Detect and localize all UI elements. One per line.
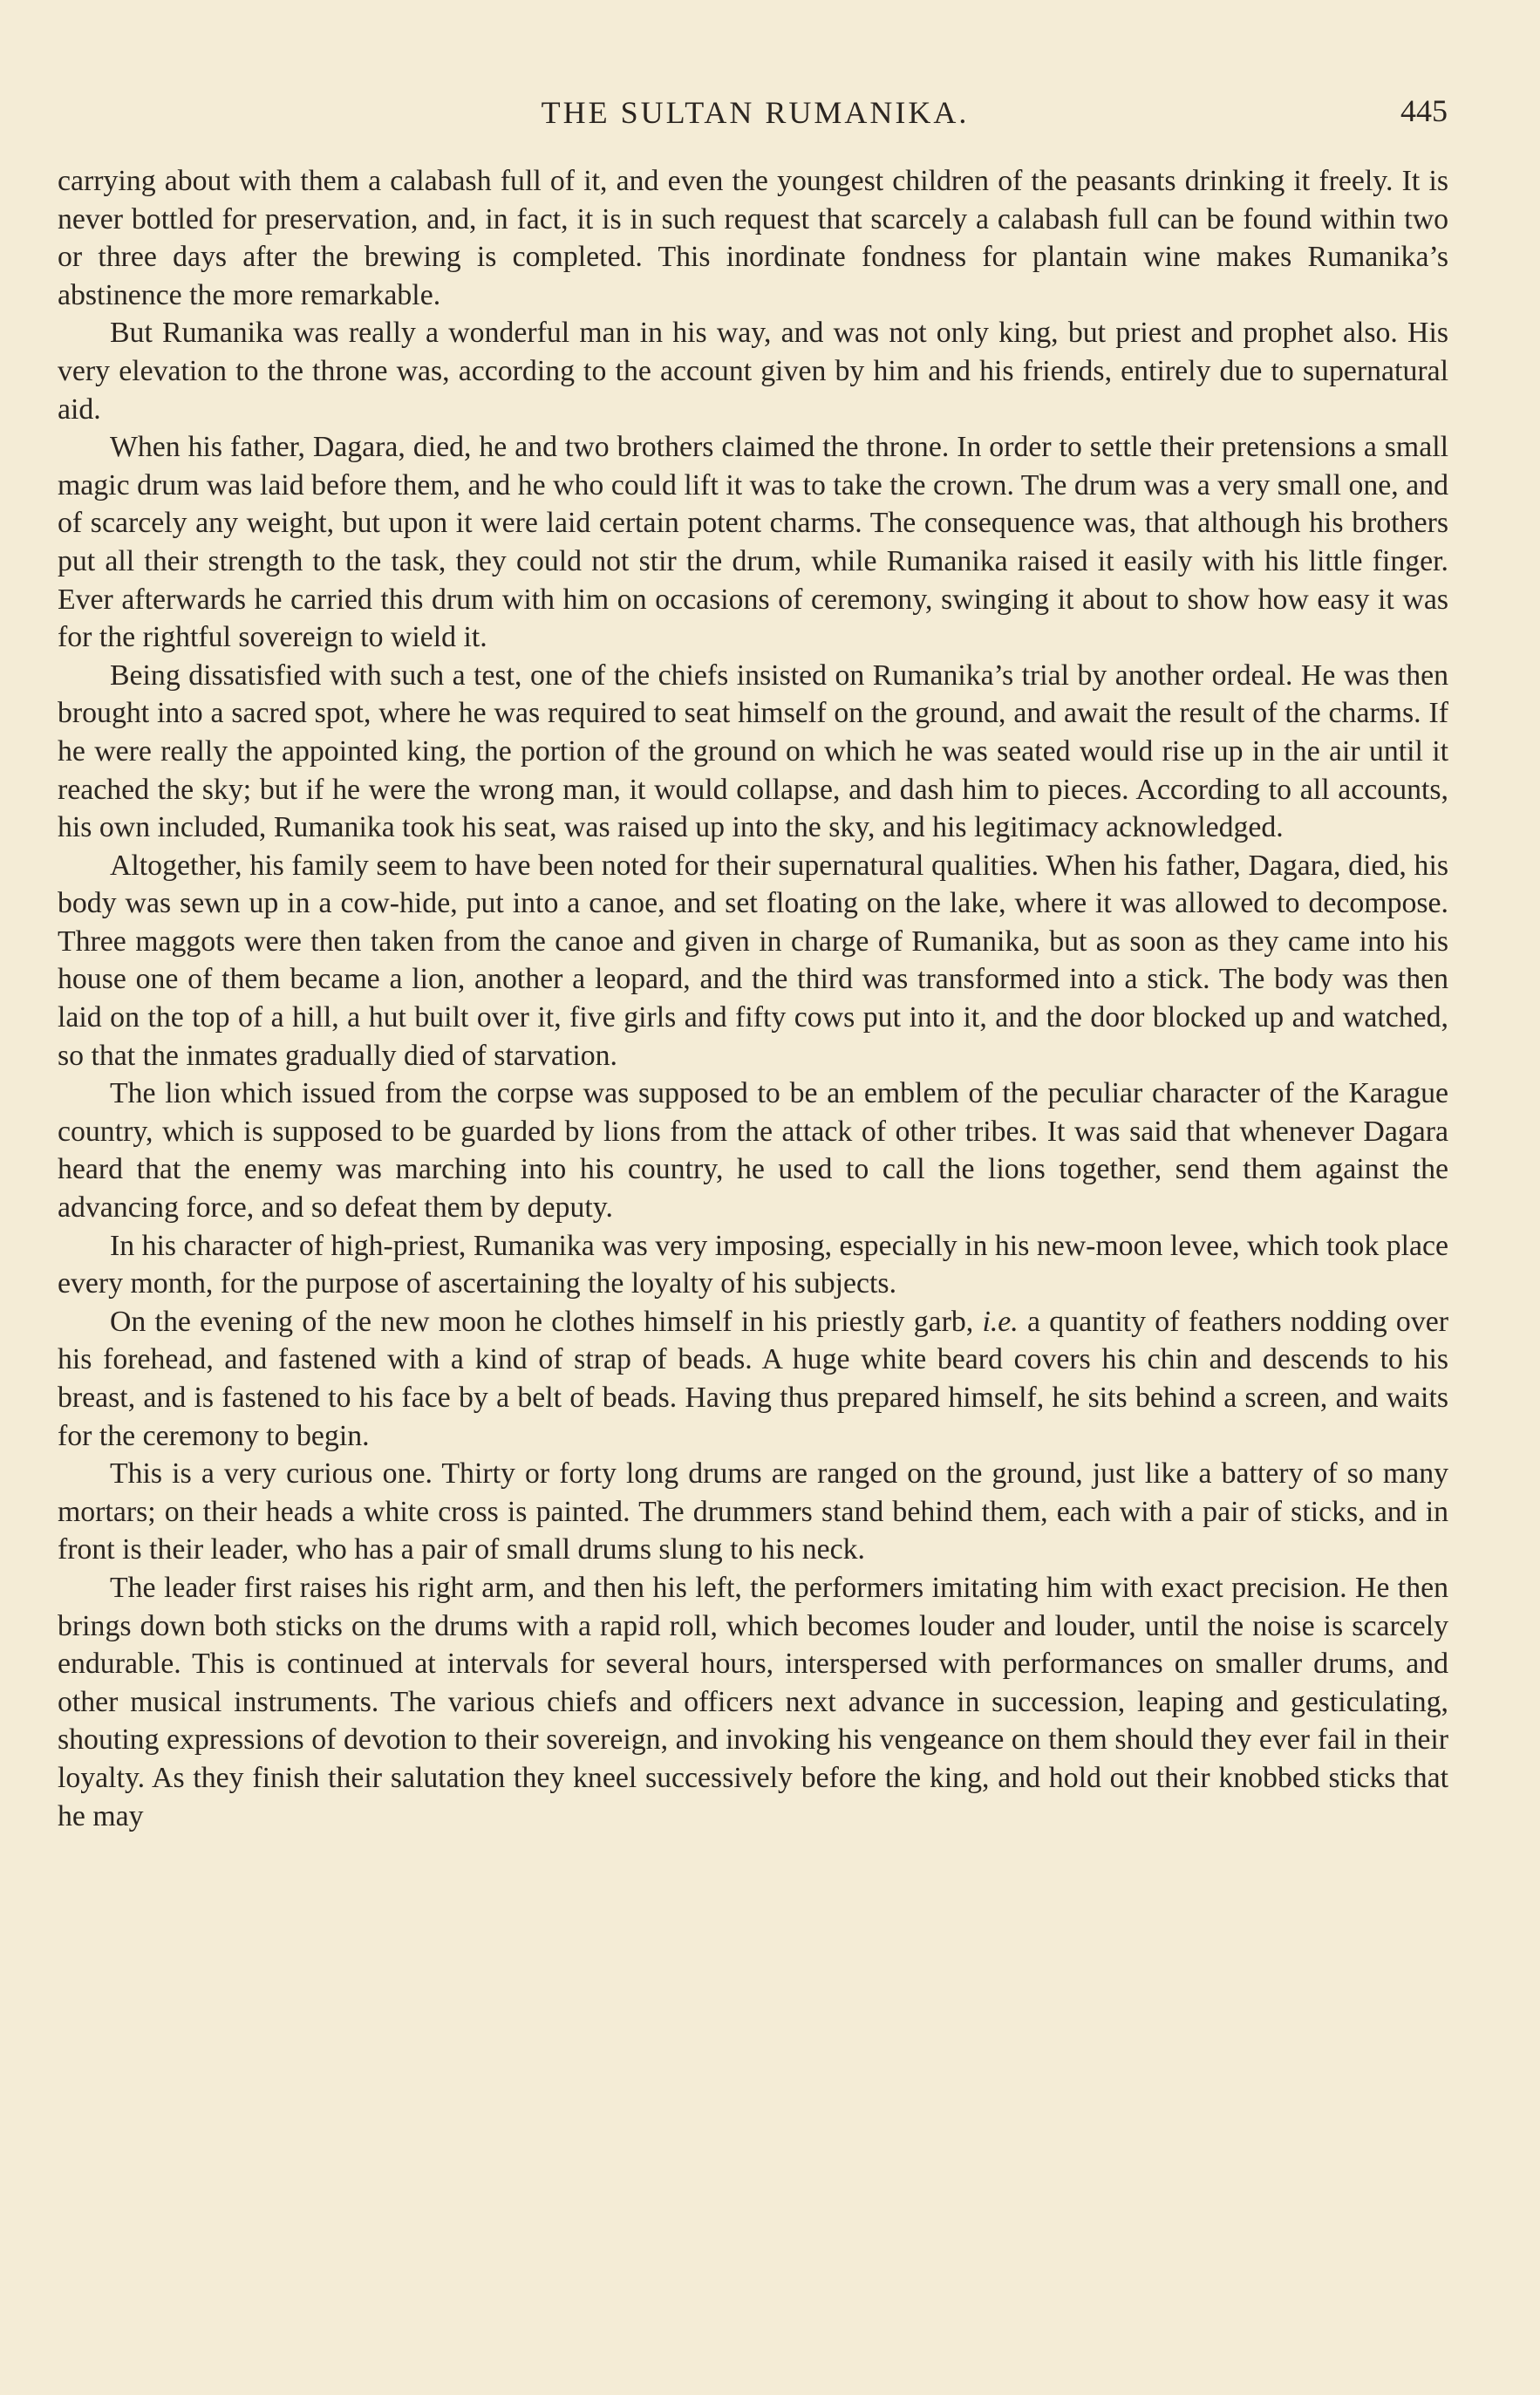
paragraph-drum-leader: The leader first raises his right arm, and then his left, the performers imitating him with exact precision. He then brings down both sticks on the drums with a rapid roll, which becomes louder and louder, until the noise is scarcely endurable. This is continued at intervals for several hours, interspersed with performances on smaller drums, and other musical instruments. The various chiefs and officers next advance in succession, leaping and gesticulating, shouting expressions of devotion to their sovereign, and invoking his vengeance on them should they ever fail in their loyalty. As they finish their salutation they kneel successively before the king, and hold out their knobbed sticks that he may (58, 1571, 1448, 1832)
running-head (58, 87, 1453, 140)
paragraph-supernatural-family: Altogether, his family seem to have been noted for their supernatural qualities. When his father, Dagara, died, his body was sewn up in a cow-hide, put into a canoe, and set floating on the lake, where it was allowed to decompose. Three maggots were then taken from the canoe and given in charge of Rumanika, but as soon as they came into his house one of them became a lion, another a leopard, and the third was transformed into a stick. The body was then laid on the top of a hill, a hut built over it, five girls and fifty cows put into it, and the door blocked up and watched, so that the inmates gradually died of starvation. (58, 849, 1448, 1072)
garb-text-before: On the evening of the new moon he clothes himself in his priestly garb, (110, 1305, 983, 1338)
paragraph-magic-drum: When his father, Dagara, died, he and two brothers claimed the throne. In order to settle their pretensions a small magic drum was laid before them, and he who could lift it was to take the crown. The drum was a very small one, and of scarcely any weight, but upon it were laid certain potent charms. The consequence was, that although his brothers put all their strength to the task, they could not stir the drum, while Rumanika raised it easily with his little finger. Ever afterwards he carried this drum with him on occasions of ceremony, swinging it about to show how easy it was for the rightful sovereign to wield it. (58, 431, 1448, 654)
paragraph-new-moon-garb (58, 1303, 1448, 1455)
paragraph-high-priest: In his character of high-priest, Rumanika was very imposing, especially in his new-moon levee, which took place every month, for the purpose of ascertaining the loyalty of his subjects. (58, 1229, 1448, 1300)
ie-abbreviation: i.e. (982, 1305, 1019, 1338)
paragraph-lion-emblem: The lion which issued from the corpse was supposed to be an emblem of the peculiar character of the Karague country, which is supposed to be guarded by lions from the attack of other tribes. It was said that whenever Dagara heard that the enemy was marching into his country, he used to call the lions together, send them against the advancing force, and so defeat them by deputy. (58, 1077, 1448, 1225)
paragraph-continuation: carrying about with them a calabash full of it, and even the youngest children of the peasants drinking it freely. It is never bottled for preservation, and, in fact, it is in such request that scarcely a calabash full can be found within two or three days after the brewing is completed. This inordinate fondness for plantain wine makes Rumanika’s abstinence the more remarkable. (58, 165, 1448, 311)
paragraph-drum-battery: This is a very curious one. Thirty or forty long drums are ranged on the ground, just like a battery of so many mortars; on their heads a white cross is painted. The drummers stand behind them, each with a pair of sticks, and in front is their leader, who has a pair of small drums slung to his neck. (58, 1457, 1448, 1566)
paragraph-rumanika-priest: But Rumanika was really a wonderful man in his way, and was not only king, but priest and prophet also. His very elevation to the throne was, according to the account given by him and his friends, entirely due to supernatural aid. (58, 317, 1448, 426)
body-text (58, 162, 1448, 1835)
running-head-title: THE SULTAN RUMANIKA. (541, 95, 970, 130)
page-number: 445 (1400, 93, 1448, 128)
paragraph-ordeal: Being dissatisfied with such a test, one of the chiefs insisted on Rumanika’s trial by another ordeal. He was then brought into a sacred spot, where he was required to seat himself on the ground, and await the result of the charms. If he were really the appointed king, the portion of the ground on which he was seated would rise up in the air until it reached the sky; but if he were the wrong man, it would collapse, and dash him to pieces. According to all accounts, his own included, Rumanika took his seat, was raised up into the sky, and his legitimacy acknowledged. (58, 658, 1448, 844)
garb-text-after: a quantity of feathers nodding over his forehead, and fastened with a kind of strap of beads. A huge white beard covers his chin and descends to his breast, and is fastened to his face by a belt of beads. Having thus prepared himself, he sits behind a screen, and waits for the ceremony to begin. (58, 1305, 1448, 1452)
